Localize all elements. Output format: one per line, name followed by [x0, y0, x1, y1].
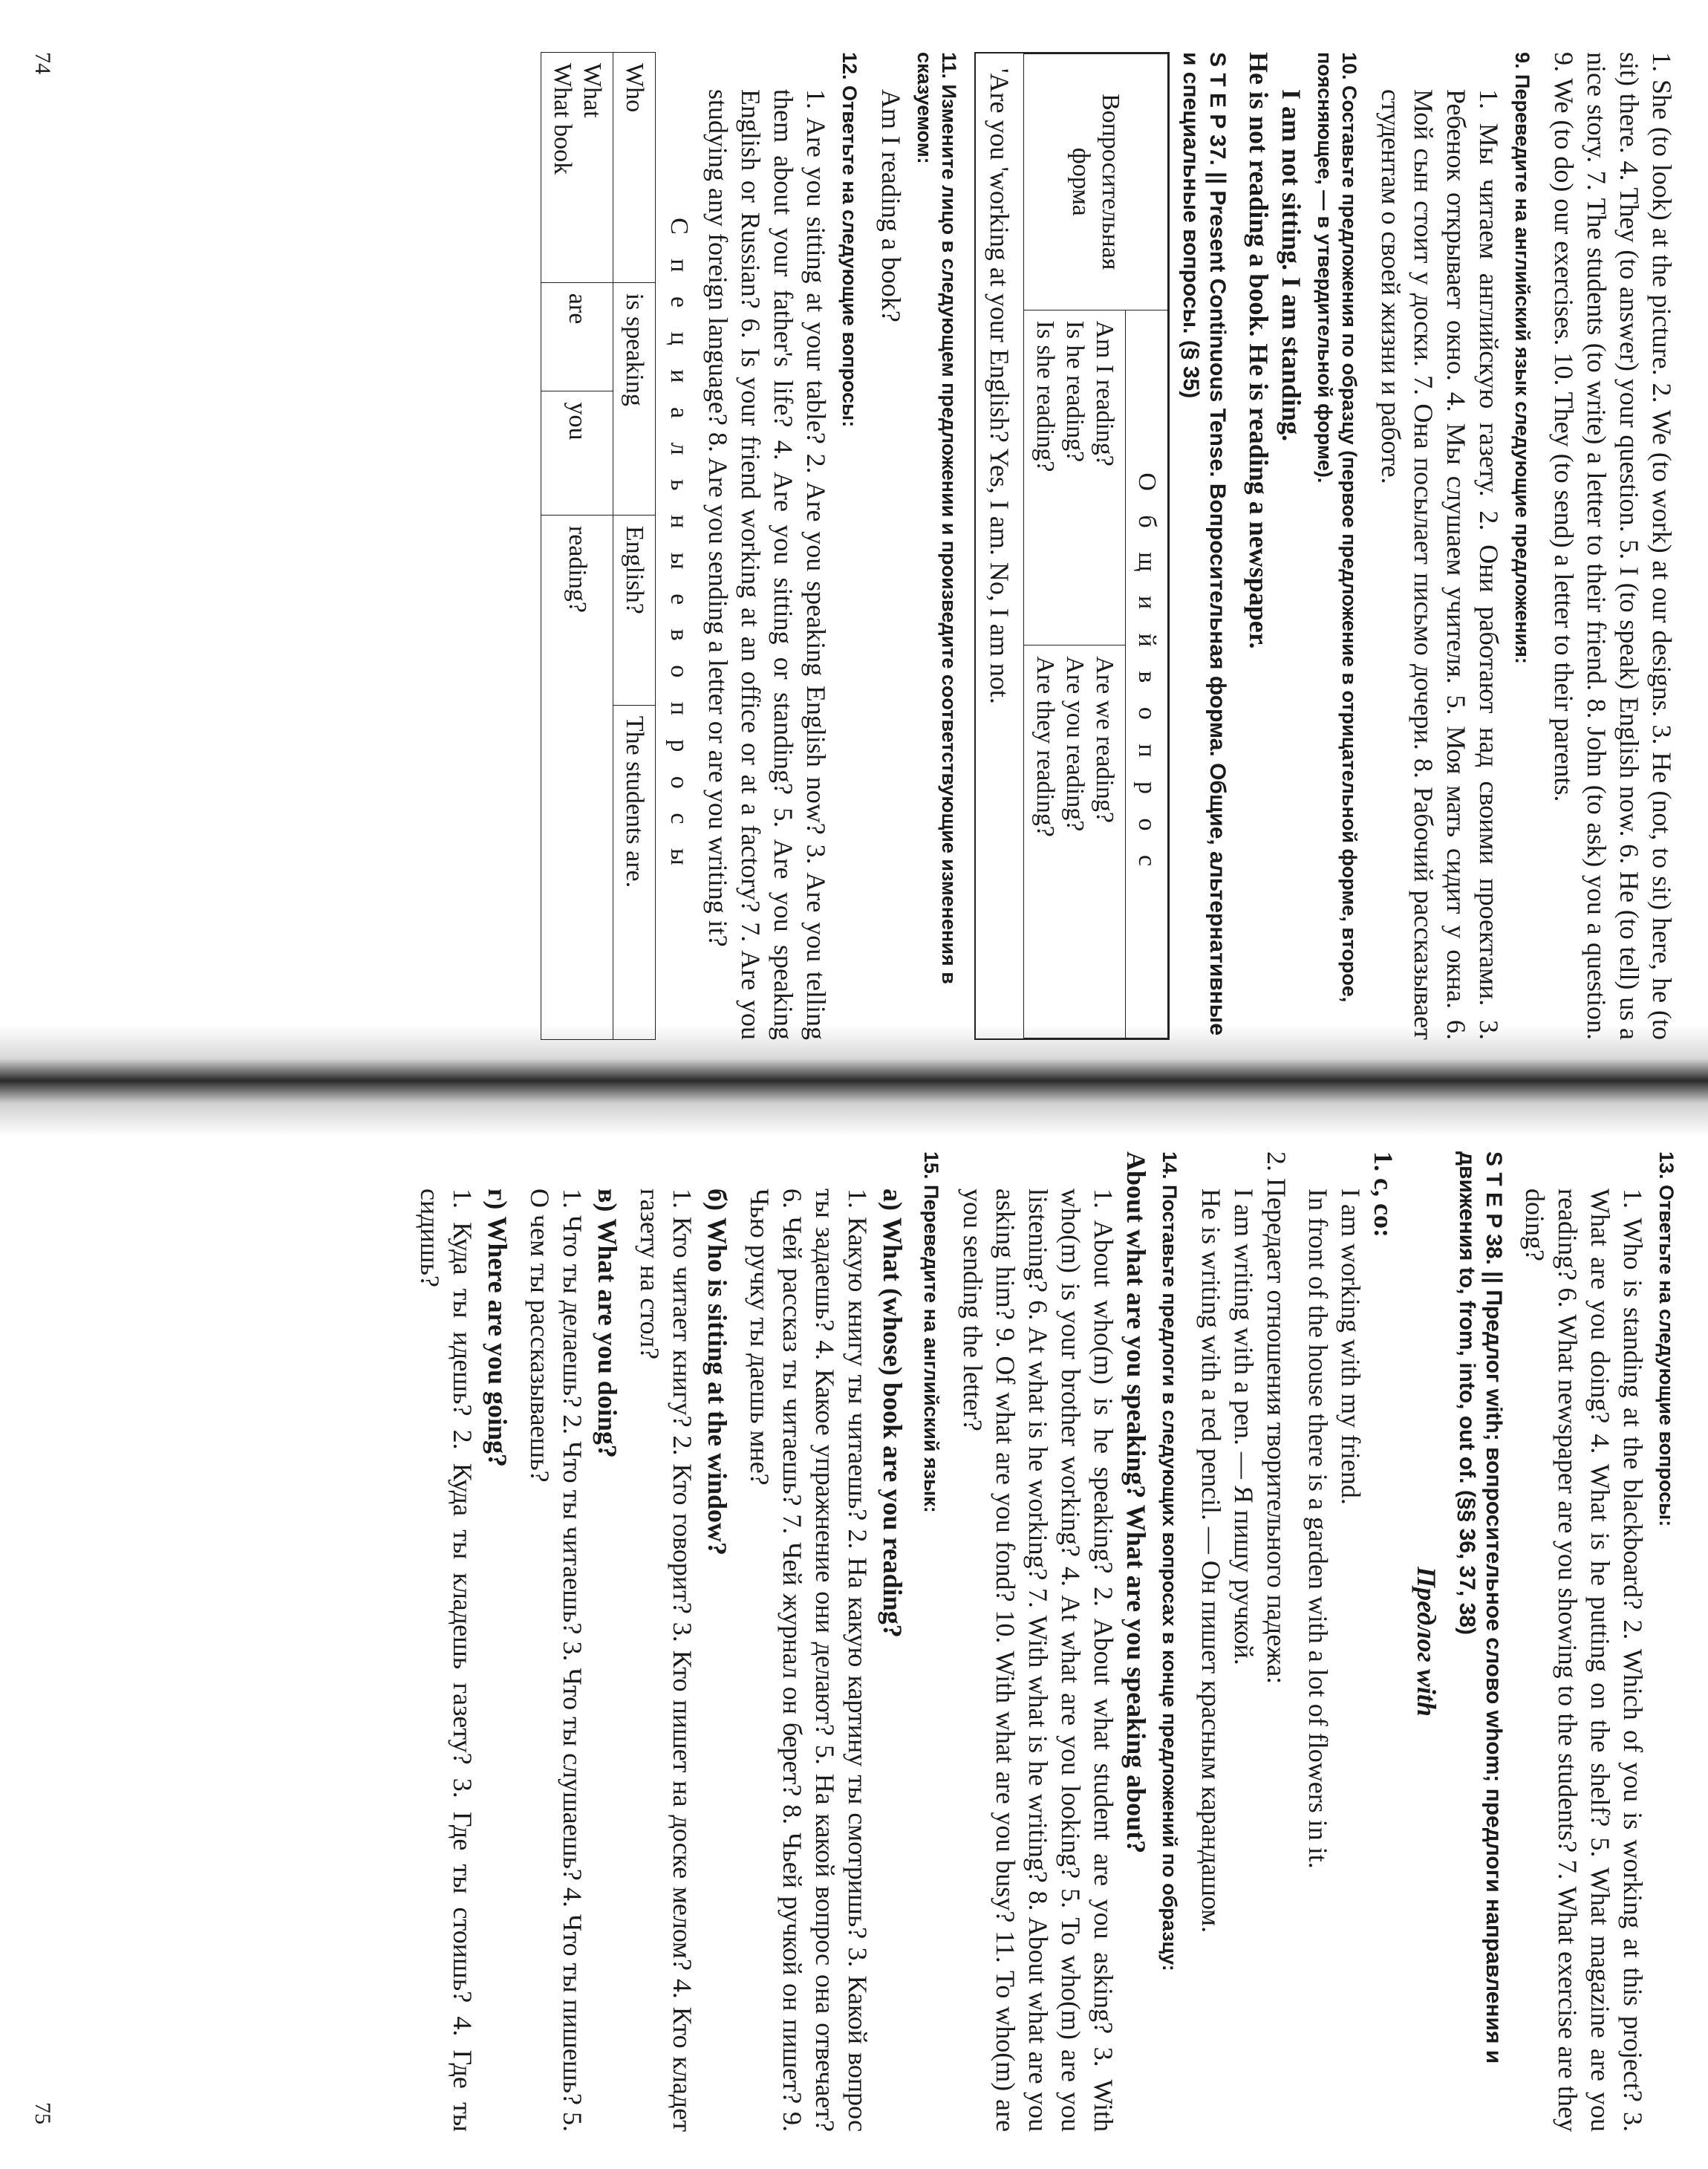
- exercise-15b-heading: б) Who is sitting at the window?: [703, 1188, 732, 1556]
- step-37-heading: S T E P 37. || Present Continuous Tense. Вопросительная форма. Общие, альтернативные и специальные вопросы. (§ 35): [1179, 52, 1230, 1036]
- page-75: [0, 1099, 1708, 2169]
- exercise-10-sentence-1: I am not sitting. I am standing.: [1277, 89, 1306, 442]
- exercise-15c-body: 1. Что ты делаешь? 2. Что ты читаешь? 3. Что ты слушаешь? 4. Что ты пишешь? 5. О чем ты рассказываешь?: [525, 1188, 587, 2132]
- table-cell: Are you reading?: [1061, 656, 1089, 832]
- table-cell: Who: [613, 53, 656, 283]
- special-questions-heading: С п е ц и а л ь н ы е в о п р о с ы: [665, 218, 693, 874]
- page-number-left: 74: [30, 52, 55, 74]
- table-cell: is speaking: [613, 282, 656, 515]
- table1-col2: [1024, 646, 1126, 1038]
- table-cell: The students are.: [613, 705, 656, 1039]
- exercise-13-body: 1. Who is standing at the blackboard? 2. Which of you is working at this project? 3. What are you doing? 4. What is he putting on the shelf? 5. What magazine are you reading? 6. What newspaper are you showing to the students? 7. What exercise are they doing?: [1520, 1188, 1648, 2132]
- table-cell: Are they reading?: [1031, 656, 1059, 837]
- exercise-15d-body: 1. Куда ты идешь? 2. Куда ты кладешь газету? 3. Где ты стоишь? 4. Где ты сидишь?: [415, 1188, 477, 2132]
- general-question-heading: О б щ и й в о п р о с: [1126, 310, 1168, 1038]
- meaning-1-example-2: In front of the house there is a garden with a lot of flowers in it.: [1303, 1188, 1333, 1869]
- table-cell: What What book: [541, 53, 613, 283]
- meaning-2-example-2: He is writing with a red pencil. — Он пишет красным карандашом.: [1196, 1188, 1226, 1934]
- exercise-9-body: 1. Мы читаем английскую газету. 2. Они работают над своими проектами. 3. Ребенок открывает окно. 4. Мы слушаем учителя. 5. Моя мать сидит у окна. 6. Мой сын стоит у доски. 7. Она посылает письмо дочери. 8. Рабочий рассказывает студентам о своей жизни и работе.: [1376, 89, 1504, 1040]
- table1-col1: [1024, 310, 1126, 646]
- exercise-12-heading: 12. Ответьте на следующие вопросы:: [838, 52, 861, 428]
- page-74: [0, 0, 1708, 1070]
- exercise-15-heading: 15. Переведите на английский язык:: [920, 1151, 942, 1513]
- exercise-15a-body: 1. Какую книгу ты читаешь? 2. На какую картину ты смотришь? 3. Какой вопрос ты задаешь? 4. Какое упражнение они делают? 5. На какой вопрос она отвечает? 6. Чей рассказ ты читаешь? 7. Чей журнал он берет? 8. Чьей ручкой он пишет? 9. Чью ручку ты даешь мне?: [745, 1188, 873, 2132]
- meaning-2-example-1: I am writing with a pen. — Я пишу ручкой.: [1229, 1188, 1259, 1665]
- table-cell: Am I reading?: [1091, 320, 1118, 466]
- exercise-11-heading: 11. Измените лицо в следующем предложении и произведите соответствующие изменения в сказуемом:: [913, 52, 960, 984]
- table-cell: Is she reading?: [1031, 320, 1059, 472]
- exercise-14-heading: 14. Поставьте предлоги в следующих вопросах в конце предложений по образцу:: [1158, 1151, 1181, 1971]
- table-cell: you: [541, 391, 613, 515]
- table-cell: English?: [613, 515, 656, 705]
- exercise-10-heading: 10. Составьте предложения по образцу (первое предложение в отрицательной форме, второе, поясняющее, — в утвердительной форме).: [1314, 52, 1360, 1003]
- exercise-9-heading: 9. Переведите на английский язык следующие предложения:: [1511, 52, 1533, 664]
- meaning-2-heading: 2. Передает отношения творительного падежа:: [1262, 1151, 1291, 1685]
- table-cell: Are we reading?: [1091, 656, 1118, 823]
- intonation-example: 'Are you 'working at your English? Yes, I am. No, I am not.: [985, 68, 1014, 704]
- exercise-13-heading: 13. Ответьте на следующие вопросы:: [1655, 1151, 1678, 1527]
- page-number-right: 75: [30, 2102, 55, 2124]
- exercise-15c-heading: в) What are you doing?: [593, 1188, 622, 1458]
- exercise-10-sentence-2: He is not reading a book. He is reading a newspaper.: [1244, 52, 1274, 649]
- table-cell: Is he reading?: [1061, 320, 1089, 463]
- exercise-15d-heading: г) Where are you going?: [483, 1188, 512, 1467]
- exercise-15a-heading: а) What (whose) book are you reading?: [878, 1188, 907, 1638]
- meaning-1-heading: 1. с, со:: [1369, 1151, 1398, 1238]
- exercise-11-body: Am I reading a book?: [876, 89, 906, 322]
- table-cell: are: [541, 282, 613, 391]
- question-form-table: [974, 52, 1170, 1040]
- table-cell: reading?: [541, 515, 613, 1039]
- exercise-8-tail: 1. She (to look) at the picture. 2. We (to work) at our designs. 3. He (not, to sit) here, he (to sit) there. 4. They (to answer) your question. 5. I (to speak) English now. 6. He (to tell) us a nice story. 7. The students (to write) a letter to their friend. 8. John (to ask) you a question. 9. We (to do) our exercises. 10. They (to send) a letter to their parents.: [1549, 52, 1677, 1040]
- exercise-12-body: 1. Are you sitting at your table? 2. Are you speaking English now? 3. Are you telling them about your father's life? 4. Are you sitting or standing? 5. Are you speaking English or Russian? 6. Is your friend working at an office or at a factory? 7. Are you studying any foreign language? 8. Are you sending a letter or are you writing it?: [703, 89, 831, 1040]
- exercise-15b-body: 1. Кто читает книгу? 2. Кто говорит? 3. Кто пишет на доске мелом? 4. Кто кладет газету на стол?: [635, 1188, 697, 2132]
- special-questions-table: [541, 52, 656, 1040]
- question-form-label: Вопросительная форма: [1024, 54, 1168, 310]
- exercise-14-model: About what are you speaking? What are you speaking about?: [1121, 1151, 1151, 1854]
- exercise-14-body: 1. About who(m) is he speaking? 2. About what student are you asking? 3. With who(m) is your brother working? 4. At what are you looking? 5. To who(m) are you listening? 6. At what is he working? 7. With what is he writing? 8. About what are you asking him? 9. Of what are you fond? 10. With what are you busy? 11. To who(m) are you sending the letter?: [958, 1188, 1118, 2132]
- meaning-1-example-1: I am working with my friend.: [1336, 1188, 1366, 1505]
- step-38-heading: S T E P 38. || Предлог with; вопросительное слово whom; предлоги направления и движения to, from, into, out of. (§§ 36, 37, 38): [1455, 1151, 1506, 2064]
- preposition-with-heading: Предлог with: [1412, 1567, 1441, 1717]
